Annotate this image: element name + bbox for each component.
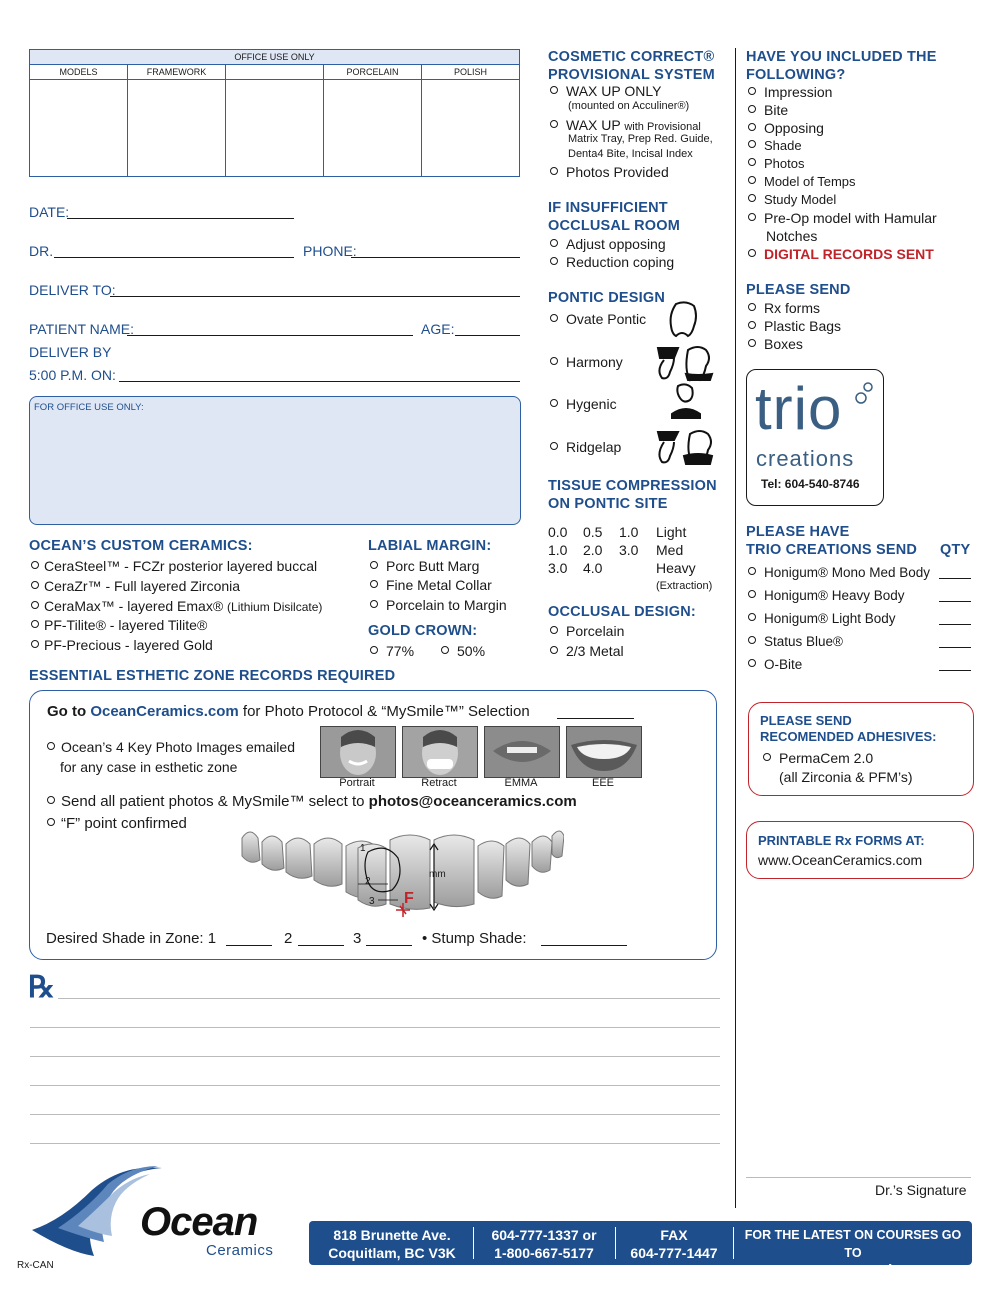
trio-item-mono[interactable] (748, 564, 930, 582)
signature-line[interactable] (746, 1177, 971, 1178)
photo-caption: Portrait (339, 777, 375, 789)
printable-title: PRINTABLE Rx FORMS AT: (758, 833, 925, 848)
radio-circle[interactable] (370, 561, 378, 569)
option-label: Status Blue® (764, 634, 843, 649)
radio-circle[interactable] (550, 442, 558, 450)
rx-line[interactable] (30, 1143, 720, 1144)
patient-name-field[interactable] (127, 335, 413, 336)
option-label: Reduction coping (566, 254, 675, 270)
qty-field[interactable] (939, 647, 971, 648)
footer-fax-label: FAX (660, 1227, 688, 1243)
option-label: Photos (764, 156, 805, 171)
radio-circle[interactable] (550, 257, 558, 265)
check-opposing[interactable] (748, 119, 824, 137)
radio-circle[interactable] (31, 620, 39, 628)
radio-circle[interactable] (748, 213, 756, 221)
radio-circle[interactable] (748, 659, 756, 667)
hygenic-tooth-icon (672, 384, 700, 418)
radio-circle[interactable] (370, 646, 378, 654)
radio-circle[interactable] (550, 86, 558, 94)
deliver-to-label: DELIVER TO: (29, 282, 116, 298)
stump-shade-label: • Stump Shade: (422, 930, 527, 947)
option-permacem[interactable] (763, 749, 873, 767)
check-boxes[interactable] (748, 335, 803, 353)
radio-circle[interactable] (550, 167, 558, 175)
insufficient-title-1: IF INSUFFICIENT (548, 200, 668, 216)
option-label: Harmony (566, 354, 623, 370)
radio-circle[interactable] (550, 646, 558, 654)
rx-line[interactable] (30, 1085, 720, 1086)
radio-circle[interactable] (748, 590, 756, 598)
option-label-continued: Notches (766, 228, 818, 244)
footer-courses-text: FOR THE LATEST ON COURSES GO TO (744, 1228, 962, 1260)
option-adjust-opposing[interactable] (550, 235, 666, 253)
bubbles-icon (855, 380, 875, 406)
goto-site-link[interactable]: OceanCeramics.com (90, 703, 239, 720)
radio-circle[interactable] (550, 626, 558, 634)
option-label: Ovate Pontic (566, 311, 647, 327)
radio-circle[interactable] (370, 580, 378, 588)
deliver-by-label: DELIVER BY (29, 344, 112, 360)
form-code: Rx-CAN (17, 1260, 54, 1271)
option-note: (mounted on Acculiner®) (568, 100, 690, 112)
rx-line[interactable] (30, 1114, 720, 1115)
ridgelap-tooth-icon (658, 431, 712, 464)
footer-phone-1[interactable]: 604-777-1337 or (491, 1227, 597, 1243)
trio-logo-box (746, 369, 884, 506)
ovate-pontic-icon (671, 302, 696, 336)
radio-circle[interactable] (47, 796, 55, 804)
check-impression[interactable] (748, 83, 832, 101)
included-title-1: HAVE YOU INCLUDED THE (746, 49, 937, 65)
radio-circle[interactable] (31, 640, 39, 648)
radio-circle[interactable] (748, 321, 756, 329)
cosmetic-title (548, 48, 715, 84)
option-label: Shade (764, 138, 802, 153)
option-hygenic[interactable] (550, 395, 617, 413)
check-study-model[interactable] (748, 191, 836, 209)
please-send-title: PLEASE SEND (746, 282, 851, 298)
office-table-title: OFFICE USE ONLY (30, 50, 520, 65)
shade-zone-3-field[interactable] (366, 945, 412, 946)
smile-icon (567, 727, 641, 777)
adhesives-title-1: PLEASE SEND (760, 713, 852, 728)
option-pf-tilite[interactable] (31, 616, 207, 634)
radio-circle[interactable] (748, 140, 756, 148)
option-label: Pre-Op model with Hamular (764, 210, 937, 226)
stump-shade-field[interactable] (541, 945, 627, 946)
trio-item-light[interactable] (748, 610, 896, 628)
option-fine-metal[interactable] (370, 576, 492, 594)
teeth-illustration (238, 818, 564, 918)
footer-fax (619, 1226, 729, 1262)
option-label: PF-Precious - layered Gold (44, 637, 213, 653)
office-use-table (29, 49, 520, 177)
shade-zone-2-field[interactable] (298, 945, 344, 946)
qty-header: QTY (940, 542, 971, 558)
footer-divider (473, 1227, 474, 1259)
option-label: PermaCem 2.0 (779, 750, 874, 766)
trio-logo: trio (755, 375, 843, 442)
mm-label: mm (429, 869, 446, 880)
photo-caption: EMMA (504, 777, 538, 789)
cosmetic-title-2: PROVISIONAL SYSTEM (548, 67, 715, 83)
radio-circle[interactable] (550, 239, 558, 247)
option-label: Ocean’s 4 Key Photo Images emailed (61, 739, 295, 755)
cell-polish[interactable] (422, 80, 520, 177)
radio-circle[interactable] (47, 742, 55, 750)
tissue-level: Light (656, 524, 687, 540)
dr-field[interactable] (54, 257, 294, 258)
radio-circle[interactable] (748, 613, 756, 621)
tissue-value[interactable]: 1.0 (548, 542, 568, 558)
option-wax-up-only[interactable] (550, 82, 661, 100)
option-cerazr[interactable] (31, 577, 240, 595)
qty-field[interactable] (939, 624, 971, 625)
cell-blank[interactable] (226, 80, 324, 177)
option-label: Impression (764, 84, 833, 100)
option-label: Photos Provided (566, 164, 669, 180)
radio-circle[interactable] (748, 123, 756, 131)
mysmile-field[interactable] (557, 718, 634, 719)
lips-icon (485, 727, 559, 777)
option-label: 50% (457, 643, 486, 659)
footer-divider (733, 1227, 734, 1259)
zone-3-marker: 3 (369, 896, 375, 907)
portrait-photo (320, 726, 396, 778)
option-ceramax[interactable] (31, 597, 322, 616)
footer-phone-2[interactable]: 1-800-667-5177 (494, 1245, 594, 1261)
option-note: (Lithium Disilcate) (227, 600, 323, 614)
option-label: Fine Metal Collar (386, 577, 492, 593)
phone-label: PHONE: (303, 243, 357, 259)
col-blank (226, 65, 324, 80)
check-rx-forms[interactable] (748, 299, 820, 317)
radio-circle[interactable] (31, 581, 39, 589)
tissue-value[interactable]: 3.0 (548, 560, 568, 576)
option-label: 77% (386, 643, 415, 659)
f-point-marker: F (404, 890, 414, 907)
radio-circle[interactable] (748, 636, 756, 644)
trio-item-o-bite[interactable] (748, 656, 802, 674)
column-divider (735, 48, 736, 1208)
option-note: Matrix Tray, Prep Red. Guide, (568, 133, 713, 145)
pontic-tooth-icons (656, 298, 716, 468)
radio-circle[interactable] (550, 399, 558, 407)
check-photos[interactable] (748, 155, 804, 173)
goto-line (47, 703, 530, 720)
tissue-value[interactable]: 0.5 (583, 524, 603, 540)
tissue-value[interactable]: 4.0 (583, 560, 603, 576)
option-label: Hygenic (566, 396, 617, 412)
footer-address (315, 1226, 469, 1280)
tissue-value[interactable]: 2.0 (583, 542, 603, 558)
photos-email-link[interactable]: photos@oceanceramics.com (368, 793, 577, 810)
shade-zone-3-label: 3 (353, 930, 362, 947)
option-ovate-pontic[interactable] (550, 310, 646, 328)
tissue-value[interactable]: 1.0 (619, 524, 639, 540)
option-label: Study Model (764, 192, 837, 207)
check-shade[interactable] (748, 137, 802, 155)
zone-1-marker: 1 (360, 843, 366, 854)
zone-2-marker: 2 (365, 876, 371, 887)
footer-phone (477, 1226, 611, 1262)
tissue-level: Heavy (656, 560, 696, 576)
emma-photo (484, 726, 560, 778)
deliver-to-field[interactable] (110, 296, 520, 297)
tissue-title (548, 477, 717, 513)
custom-ceramics-title: OCEAN’S CUSTOM CERAMICS: (29, 538, 253, 554)
printable-box (746, 821, 974, 879)
adhesives-box (748, 702, 974, 796)
eee-photo (566, 726, 642, 778)
photo-caption: Retract (421, 777, 457, 789)
ocean-wordmark: Ocean (140, 1200, 258, 1244)
option-label: Model of Temps (764, 174, 856, 189)
shade-label: Desired Shade in Zone: 1 (46, 930, 217, 947)
option-note: with Provisional (624, 121, 701, 133)
option-send-photos[interactable] (47, 793, 577, 811)
tissue-title-1: TISSUE COMPRESSION (548, 478, 717, 494)
option-label: Honigum® Light Body (764, 611, 896, 626)
option-label: Send all patient photos & MySmile™ select to (61, 793, 365, 810)
option-label: 2/3 Metal (566, 643, 624, 659)
radio-circle[interactable] (748, 158, 756, 166)
printable-url[interactable]: www.OceanCeramics.com (758, 852, 923, 868)
rx-line[interactable] (30, 1056, 720, 1057)
date-field[interactable] (67, 218, 294, 219)
col-framework: FRAMEWORK (128, 65, 226, 80)
radio-circle[interactable] (31, 601, 39, 609)
option-porc-butt[interactable] (370, 557, 479, 575)
included-title-2: FOLLOWING? (746, 67, 846, 83)
cell-framework[interactable] (128, 80, 226, 177)
included-title (746, 48, 937, 84)
radio-circle[interactable] (31, 561, 39, 569)
shade-zone-2-label: 2 (284, 930, 293, 947)
radio-circle[interactable] (748, 105, 756, 113)
footer-courses (737, 1226, 969, 1280)
option-label: O-Bite (764, 657, 803, 672)
option-label: WAX UP ONLY (566, 83, 662, 99)
radio-circle[interactable] (47, 818, 55, 826)
col-models: MODELS (30, 65, 128, 80)
rx-symbol: ℞ (28, 970, 55, 1005)
check-bite[interactable] (748, 101, 788, 119)
option-label: WAX UP (566, 117, 621, 133)
option-label: Porcelain (566, 623, 625, 639)
check-pre-op-model[interactable] (748, 209, 937, 227)
check-digital-records[interactable] (748, 245, 934, 263)
radio-circle[interactable] (441, 646, 449, 654)
pontic-title: PONTIC DESIGN (548, 290, 665, 306)
option-label: Porcelain to Margin (386, 597, 507, 613)
trio-send-title (746, 523, 917, 559)
trio-send-title-2: TRIO CREATIONS SEND (746, 542, 918, 558)
radio-circle[interactable] (748, 249, 756, 257)
option-photos-provided[interactable] (550, 163, 669, 181)
option-label: CeraSteel™ - FCZr posterior layered buccal (44, 558, 318, 574)
option-label: Opposing (764, 120, 824, 136)
cell-porcelain[interactable] (324, 80, 422, 177)
dr-label: DR. (29, 243, 54, 259)
option-ridgelap[interactable] (550, 438, 621, 456)
radio-circle[interactable] (748, 194, 756, 202)
option-label: Honigum® Mono Med Body (764, 565, 931, 580)
option-label: Rx forms (764, 300, 820, 316)
option-label: Porc Butt Marg (386, 558, 480, 574)
col-porcelain: PORCELAIN (324, 65, 422, 80)
tissue-level: Med (656, 542, 684, 558)
photo-caption: EEE (591, 777, 614, 789)
option-label: Honigum® Heavy Body (764, 588, 905, 603)
tissue-note: (Extraction) (656, 580, 713, 592)
qty-field[interactable] (939, 670, 971, 671)
ceramics-wordmark: Ceramics (206, 1242, 274, 1259)
footer-address-2: Coquitlam, BC V3K 1C5 (328, 1245, 456, 1279)
trio-item-heavy[interactable] (748, 587, 905, 605)
radio-circle[interactable] (748, 303, 756, 311)
phone-field[interactable] (351, 257, 520, 258)
harmony-tooth-icon (658, 347, 712, 380)
goto-pre: Go to (47, 703, 87, 720)
check-model-of-temps[interactable] (748, 173, 856, 191)
age-field[interactable] (455, 335, 520, 336)
labial-title: LABIAL MARGIN: (368, 538, 492, 554)
option-note: Denta4 Bite, Incisal Index (568, 148, 693, 160)
date-label: DATE: (29, 204, 70, 220)
tissue-value[interactable]: 3.0 (619, 542, 639, 558)
qty-field[interactable] (939, 601, 971, 602)
option-label: PF-Tilite® - layered Tilite® (44, 617, 208, 633)
patient-name-label: PATIENT NAME: (29, 321, 135, 337)
insufficient-title-2: OCCLUSAL ROOM (548, 218, 681, 234)
radio-circle[interactable] (550, 357, 558, 365)
footer-contact-bar (309, 1221, 972, 1279)
option-gold-50[interactable] (441, 642, 485, 660)
check-plastic-bags[interactable] (748, 317, 841, 335)
face-icon (321, 727, 395, 777)
insufficient-title (548, 199, 680, 235)
adhesives-note: (all Zirconia & PFM’s) (779, 769, 913, 785)
esthetic-title: ESSENTIAL ESTHETIC ZONE RECORDS REQUIRED (29, 668, 396, 684)
option-label: DIGITAL RECORDS SENT (764, 246, 934, 262)
tissue-title-2: ON PONTIC SITE (548, 496, 668, 512)
rx-line[interactable] (58, 998, 720, 999)
cell-models[interactable] (30, 80, 128, 177)
tissue-value[interactable]: 0.0 (548, 524, 568, 540)
option-key-photos[interactable] (47, 738, 295, 756)
option-label: Adjust opposing (566, 236, 666, 252)
option-label: CeraZr™ - Full layered Zirconia (44, 578, 241, 594)
option-label-continued: for any case in esthetic zone (60, 759, 238, 775)
option-porcelain[interactable] (550, 622, 624, 640)
option-pf-precious[interactable] (31, 636, 213, 654)
qty-field[interactable] (939, 578, 971, 579)
time-on-label: 5:00 P.M. ON: (29, 367, 116, 383)
radio-circle[interactable] (748, 87, 756, 95)
option-label: Plastic Bags (764, 318, 842, 334)
shade-zone-1-field[interactable] (226, 945, 272, 946)
tissue-grid (548, 523, 718, 577)
shade-row (46, 930, 216, 947)
trio-logo-sub: creations (756, 446, 855, 471)
option-f-point[interactable] (47, 815, 187, 833)
occlusal-title: OCCLUSAL DESIGN: (548, 604, 696, 620)
option-cerasteel[interactable] (31, 557, 317, 575)
signature-label: Dr.’s Signature (875, 1182, 967, 1198)
rx-line[interactable] (30, 1027, 720, 1028)
office-notes-box (29, 396, 521, 525)
footer-website-link[interactable]: www.oceanceramics.com (761, 1262, 945, 1279)
office-notes-label: FOR OFFICE USE ONLY: (34, 402, 144, 413)
radio-circle[interactable] (748, 176, 756, 184)
gold-crown-title: GOLD CROWN: (368, 623, 478, 639)
option-label: Bite (764, 102, 789, 118)
goto-post: for Photo Protocol & “MySmile™” Selection (242, 703, 530, 720)
trio-send-title-1: PLEASE HAVE (746, 524, 850, 540)
footer-fax-number: 604-777-1447 (630, 1245, 718, 1261)
option-label: Ridgelap (566, 439, 622, 455)
radio-circle[interactable] (748, 567, 756, 575)
radio-circle[interactable] (370, 600, 378, 608)
option-label: Boxes (764, 336, 803, 352)
adhesives-title-2: RECOMENDED ADHESIVES: (760, 729, 937, 744)
face-retract-icon (403, 727, 477, 777)
option-porc-margin[interactable] (370, 596, 507, 614)
col-polish: POLISH (422, 65, 520, 80)
radio-circle[interactable] (763, 753, 771, 761)
radio-circle[interactable] (748, 339, 756, 347)
option-gold-77[interactable] (370, 642, 414, 660)
cosmetic-title-1: COSMETIC CORRECT® (548, 49, 715, 65)
trio-item-status-blue[interactable] (748, 633, 843, 651)
option-label: “F” point confirmed (61, 815, 187, 832)
age-label: AGE: (421, 321, 455, 337)
retract-photo (402, 726, 478, 778)
option-label: CeraMax™ - layered Emax® (44, 598, 224, 614)
option-reduction-coping[interactable] (550, 253, 674, 271)
footer-address-1: 818 Brunette Ave. (333, 1227, 451, 1243)
option-metal[interactable] (550, 642, 624, 660)
trio-phone: Tel: 604-540-8746 (761, 477, 860, 491)
footer-divider (615, 1227, 616, 1259)
deliver-by-field[interactable] (119, 381, 520, 382)
option-harmony[interactable] (550, 353, 623, 371)
radio-circle[interactable] (550, 120, 558, 128)
radio-circle[interactable] (550, 314, 558, 322)
